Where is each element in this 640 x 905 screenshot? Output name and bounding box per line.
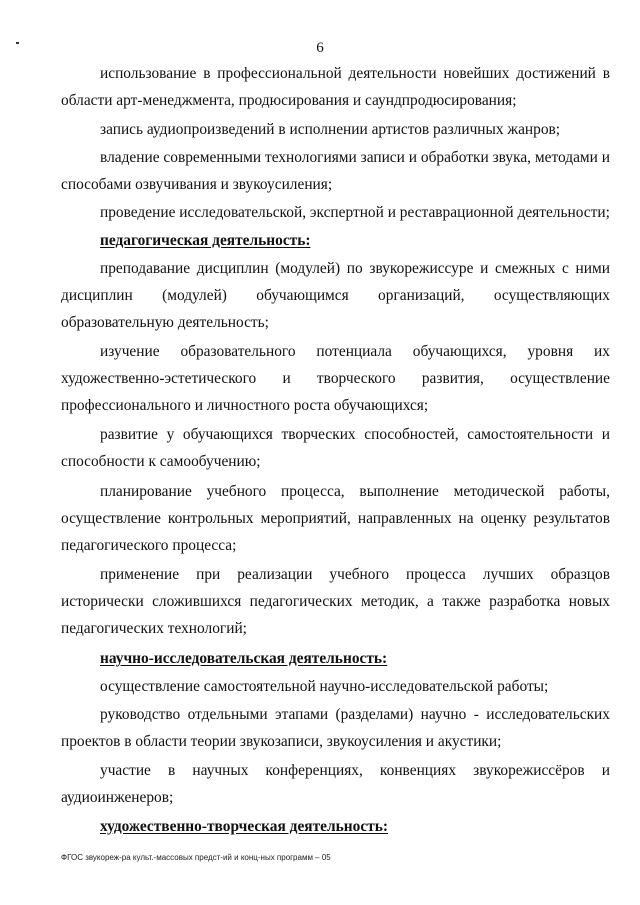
paragraph-audio-recording: запись аудиопроизведений в исполнении артистов различных жанров; <box>100 121 561 138</box>
paragraph-teaching: преподавание дисциплин (модулей) по звукорежиссуре и смежных с ними дисциплин (модулей) обучающимся организаций, осуществляющих образовательную деятельность; <box>61 260 610 331</box>
paragraph-research-expert: проведение исследовательской, экспертной и реставрационной деятельности; <box>100 204 610 221</box>
paragraph-project-management: руководство отдельными этапами (разделами) научно - исследовательских проектов в области теории звукозаписи, звукоусиления и акустики; <box>61 706 610 750</box>
paragraph-art-management: использование в профессиональной деятельности новейших достижений в области арт-менеджмента, продюсирования и саундпродюсирования; <box>61 65 610 109</box>
paragraph-conferences: участие в научных конференциях, конвенциях звукорежиссёров и аудиоинженеров; <box>61 762 610 806</box>
heading-research: научно-исследовательская деятельность: <box>100 650 388 667</box>
paragraph-planning: планирование учебного процесса, выполнение методической работы, осуществление контрольных мероприятий, направленных на оценку результатов педагогического процесса; <box>61 483 610 554</box>
paragraph-independent-research: осуществление самостоятельной научно-исследовательской работы; <box>100 678 549 695</box>
heading-pedagogical: педагогическая деятельность: <box>100 232 311 249</box>
paragraph-creative-development: развитие у обучающихся творческих способностей, самостоятельности и способности к самообучению; <box>61 426 610 470</box>
paragraph-study-potential: изучение образовательного потенциала обучающихся, уровня их художественно-эстетического и творческого развития, осуществление профессионального и личностного роста обучающихся; <box>61 343 610 414</box>
heading-artistic: художественно-творческая деятельность: <box>100 818 388 835</box>
page-number: 6 <box>316 40 324 56</box>
document-footer: ФГОС звукореж-ра культ.-массовых предст-ий и конц-ных программ – 05 <box>61 853 331 862</box>
paragraph-best-practices: применение при реализации учебного процесса лучших образцов исторически сложившихся педагогических методик, а также разработка новых педагогических технологий; <box>61 566 610 637</box>
paragraph-sound-technologies: владение современными технологиями записи и обработки звука, методами и способами озвучивания и звукоусиления; <box>61 149 610 193</box>
